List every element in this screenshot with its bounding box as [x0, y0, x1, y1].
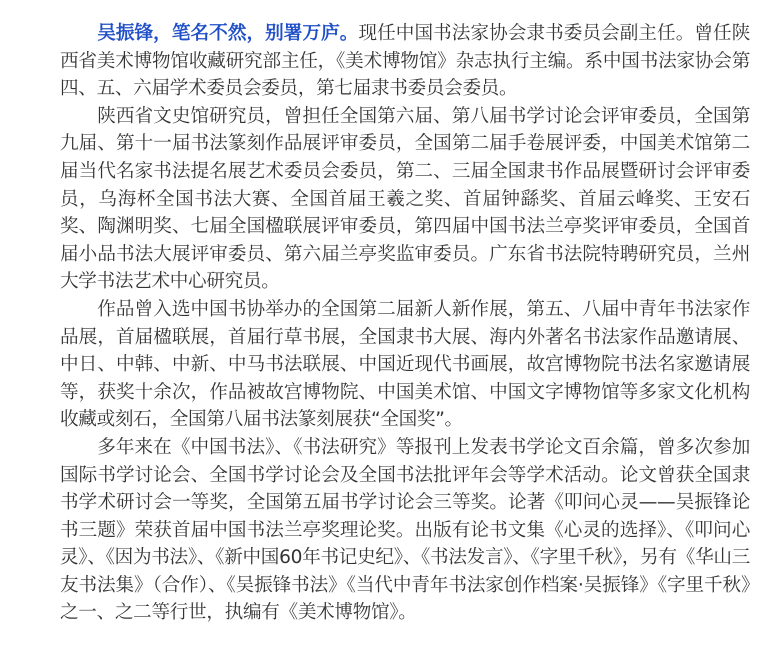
paragraph-1-text: 现任中国书法家协会隶书委员会副主任。曾任陕西省美术博物馆收藏研究部主任，《美术博物馆》杂志执行主编。系中国书法家协会第四、五、六届学术委员会委员，第七届隶书委员会委员。: [60, 23, 751, 100]
paragraph-3: 作品曾入选中国书协举办的全国第二届新人新作展，第五、八届中青年书法家作品展，首届楹联展，首届行草书展，全国隶书大展、海内外著名书法家作品邀请展、中日、中韩、中新、中马书法联展、中国近现代书画展，故宫博物院书法名家邀请展等，获奖十余次，作品被故宫博物院、中国美术馆、中国文字博物馆等多家文化机构收藏或刻石，全国第八届书法篆刻展获“全国奖”。: [60, 298, 750, 431]
paragraph-2: 陕西省文史馆研究员，曾担任全国第六届、第八届书学讨论会评审委员，全国第九届、第十一届书法篆刻作品展评审委员，全国第二届手卷展评委，中国美术馆第二届当代名家书法提名展艺术委员会委员，第二、三届全国隶书作品展暨研讨会评审委员，乌海杯全国书法大赛、全国首届王羲之奖、首届钟繇奖、首届云峰奖、王安石奖、陶渊明奖、七届全国楹联展评审委员，第四届中国书法兰亭奖评审委员，全国首届小品书法大展评审委员、第六届兰亭奖监审委员。广东省书法院特聘研究员，兰州大学书法艺术中心研究员。: [60, 105, 750, 293]
paragraph-1: [60, 20, 750, 103]
lead-name: 吴振锋，笔名不然，别署万庐。: [97, 23, 359, 44]
biography-article: [60, 20, 750, 627]
paragraph-4: 多年来在《中国书法》、《书法研究》等报刊上发表书学论文百余篇，曾多次参加国际书学讨论会、全国书学讨论会及全国书法批评年会等学术活动。论文曾获全国隶书学术研讨会一等奖，全国第五届书学讨论会三等奖。论著《叩问心灵——吴振锋论书三题》荣获首届中国书法兰亭奖理论奖。出版有论书文集《心灵的选择》、《叩问心灵》、《因为书法》、《新中国60年书记史纪》、《书法发言》、《字里千秋》，另有《华山三友书法集》（合作）、《吴振锋书法》《当代中青年书法家创作档案·吴振锋》《字里千秋》之一、之二等行世，执编有《美术博物馆》。: [60, 436, 750, 624]
